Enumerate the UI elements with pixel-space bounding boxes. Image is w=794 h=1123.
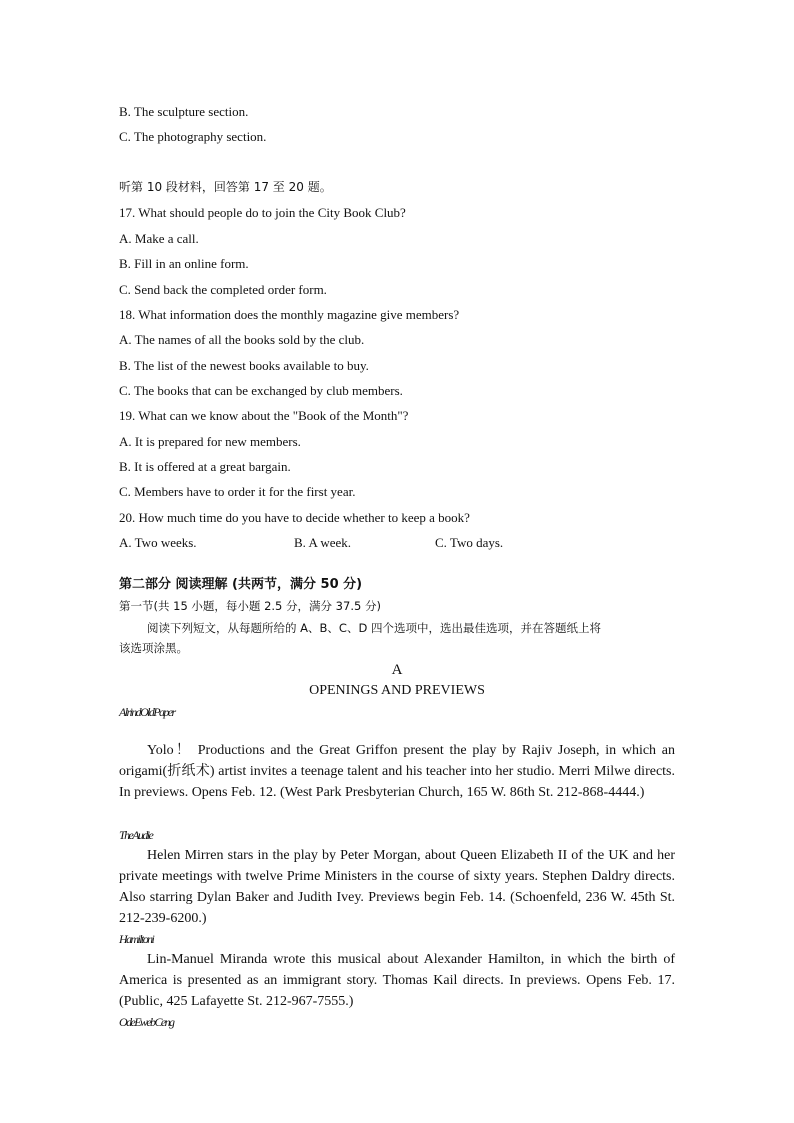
- item-body: [119, 845, 675, 929]
- passage-letter: A: [391, 662, 403, 678]
- q20-option-b: B. A week.: [294, 535, 352, 550]
- q18-option-c: C. The books that can be exchanged by club members.: [119, 383, 403, 398]
- q20-question: 20. How much time do you have to decide whether to keep a book?: [119, 510, 470, 525]
- item-text: Helen Mirren stars in the play by Peter Morgan, about Queen Elizabeth II of the UK and her private meetings with twelve Prime Ministers in the course of sixty years. Stephen Daldry directs. Also starring Dylan Baker and Judith Ivey. Previews begin Feb. 14. (Schoenfeld, 236 W. 45th St. 212-239-6200.): [119, 848, 675, 926]
- part2-instruction-line2: 该选项涂黑。: [119, 641, 188, 655]
- part2-title: 第二部分 阅读理解 (共两节，满分 50 分): [119, 577, 363, 592]
- item-heading: TheAudie: [119, 828, 153, 842]
- q17-option-b: B. Fill in an online form.: [119, 256, 249, 271]
- q20-option-c: C. Two days.: [435, 535, 504, 550]
- item-text: Yolo！ Productions and the Great Griffon present the play by Rajiv Joseph, in which an origami(折纸术) artist invites a teenage talent and his teacher into her studio. Merri Milwe directs. In previews. Opens Feb. 12. (West Park Presbyterian Church, 165 W. 86th St. 212-868-4444.): [119, 743, 675, 800]
- q18-option-b: B. The list of the newest books available to buy.: [119, 358, 369, 373]
- q19-option-b: B. It is offered at a great bargain.: [119, 459, 291, 474]
- q19-option-c: C. Members have to order it for the first year.: [119, 484, 356, 499]
- passage-title: OPENINGS AND PREVIEWS: [309, 683, 485, 698]
- q19-option-a: A. It is prepared for new members.: [119, 434, 301, 449]
- q17-option-a: A. Make a call.: [119, 231, 199, 246]
- item-body: [119, 740, 675, 803]
- item-heading: Hamiltoni: [119, 932, 154, 946]
- q19-question: 19. What can we know about the "Book of the Month"?: [119, 408, 409, 423]
- section10-instruction: 听第 10 段材料，回答第 17 至 20 题。: [119, 180, 332, 194]
- q20-option-a: A. Two weeks.: [119, 535, 197, 550]
- item-heading: AlrindOldPaper: [119, 705, 175, 719]
- q18-option-a: A. The names of all the books sold by the club.: [119, 332, 365, 347]
- item-heading: OdeEwebCeng: [119, 1015, 174, 1029]
- prev-option-c: C. The photography section.: [119, 129, 267, 144]
- q17-question: 17. What should people do to join the City Book Club?: [119, 205, 406, 220]
- part2-section1: 第一节(共 15 小题，每小题 2.5 分，满分 37.5 分): [119, 599, 381, 613]
- q17-option-c: C. Send back the completed order form.: [119, 282, 327, 297]
- item-text: Lin-Manuel Miranda wrote this musical about Alexander Hamilton, in which the birth of America is presented as an immigrant story. Thomas Kail directs. In previews. Opens Feb. 17. (Public, 425 Lafayette St. 212-967-7555.): [119, 952, 675, 1009]
- part2-instruction-line1: 阅读下列短文，从每题所给的 A、B、C、D 四个选项中，选出最佳选项，并在答题纸上将: [147, 621, 601, 635]
- q18-question: 18. What information does the monthly magazine give members?: [119, 307, 460, 322]
- item-body: [119, 949, 675, 1012]
- q20-options: [119, 535, 519, 551]
- prev-option-b: B. The sculpture section.: [119, 104, 249, 119]
